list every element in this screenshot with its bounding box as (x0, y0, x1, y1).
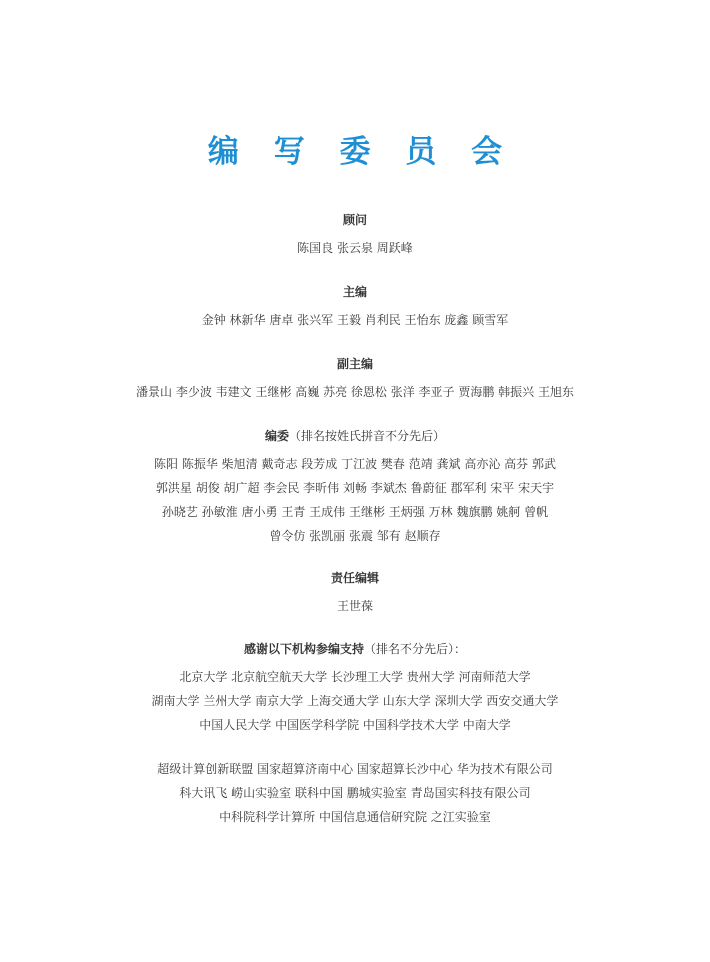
deputy-editors-section (0, 356, 710, 404)
chief-editors-heading: 主编 (342, 285, 367, 299)
chief-editors-names: 金钟 林新华 唐卓 张兴军 王毅 肖利民 王怡东 庞鑫 顾雪军 (201, 313, 509, 327)
editorial-board-section (0, 428, 710, 548)
thanks-section (0, 641, 710, 737)
editorial-board-names-line: 曾令仿 张凯丽 张震 邹有 赵顺存 (269, 529, 441, 543)
deputy-editors-names: 潘景山 李少波 韦建文 王继彬 高巍 苏亮 徐恩松 张洋 李亚子 贾海鹏 韩振兴 王旭东 (136, 385, 574, 399)
editorial-board-note: （排名按姓氏拼音不分先后） (289, 429, 446, 443)
advisors-names: 陈国良 张云泉 周跃峰 (297, 241, 413, 255)
thanks-note: （排名不分先后）： (364, 642, 467, 656)
advisors-heading: 顾问 (342, 213, 367, 227)
chief-editors-section (0, 284, 710, 332)
deputy-editors-heading: 副主编 (336, 357, 373, 371)
editorial-board-heading (0, 428, 710, 444)
editorial-board-heading-text: 编委 (264, 429, 289, 443)
page-title: 编 写 委 员 会 (207, 134, 515, 170)
responsible-editor-heading: 责任编辑 (330, 571, 379, 585)
responsible-editor-name: 王世葆 (336, 599, 373, 613)
organizations-line: 科大讯飞 崂山实验室 联科中国 鹏城实验室 青岛国实科技有限公司 (179, 786, 531, 800)
organizations-section (0, 757, 710, 829)
thanks-institutions-line: 北京大学 北京航空航天大学 长沙理工大学 贵州大学 河南师范大学 (179, 670, 531, 684)
organizations-line: 超级计算创新联盟 国家超算济南中心 国家超算长沙中心 华为技术有限公司 (157, 762, 553, 776)
organizations-line: 中科院科学计算所 中国信息通信研究院 之江实验室 (219, 810, 491, 824)
advisors-section (0, 212, 710, 260)
editorial-board-names-line: 郭洪星 胡俊 胡广超 李会民 李昕伟 刘畅 李斌杰 鲁蔚征 郡军利 宋平 宋天宇 (155, 481, 555, 495)
thanks-institutions-line: 中国人民大学 中国医学科学院 中国科学技术大学 中南大学 (199, 718, 511, 732)
editorial-board-names-line: 陈阳 陈振华 柴旭清 戴奇志 段芳成 丁江波 樊春 范靖 龚斌 高亦沁 高芬 郭武 (154, 457, 556, 471)
thanks-institutions-line: 湖南大学 兰州大学 南京大学 上海交通大学 山东大学 深圳大学 西安交通大学 (151, 694, 559, 708)
thanks-heading (0, 641, 710, 657)
editorial-board-names-line: 孙晓艺 孙敏淮 唐小勇 王青 王成伟 王继彬 王炳强 万林 魏旗鹏 姚舸 曾帆 (161, 505, 549, 519)
responsible-editor-section (0, 570, 710, 618)
thanks-heading-text: 感谢以下机构参编支持 (243, 642, 364, 656)
